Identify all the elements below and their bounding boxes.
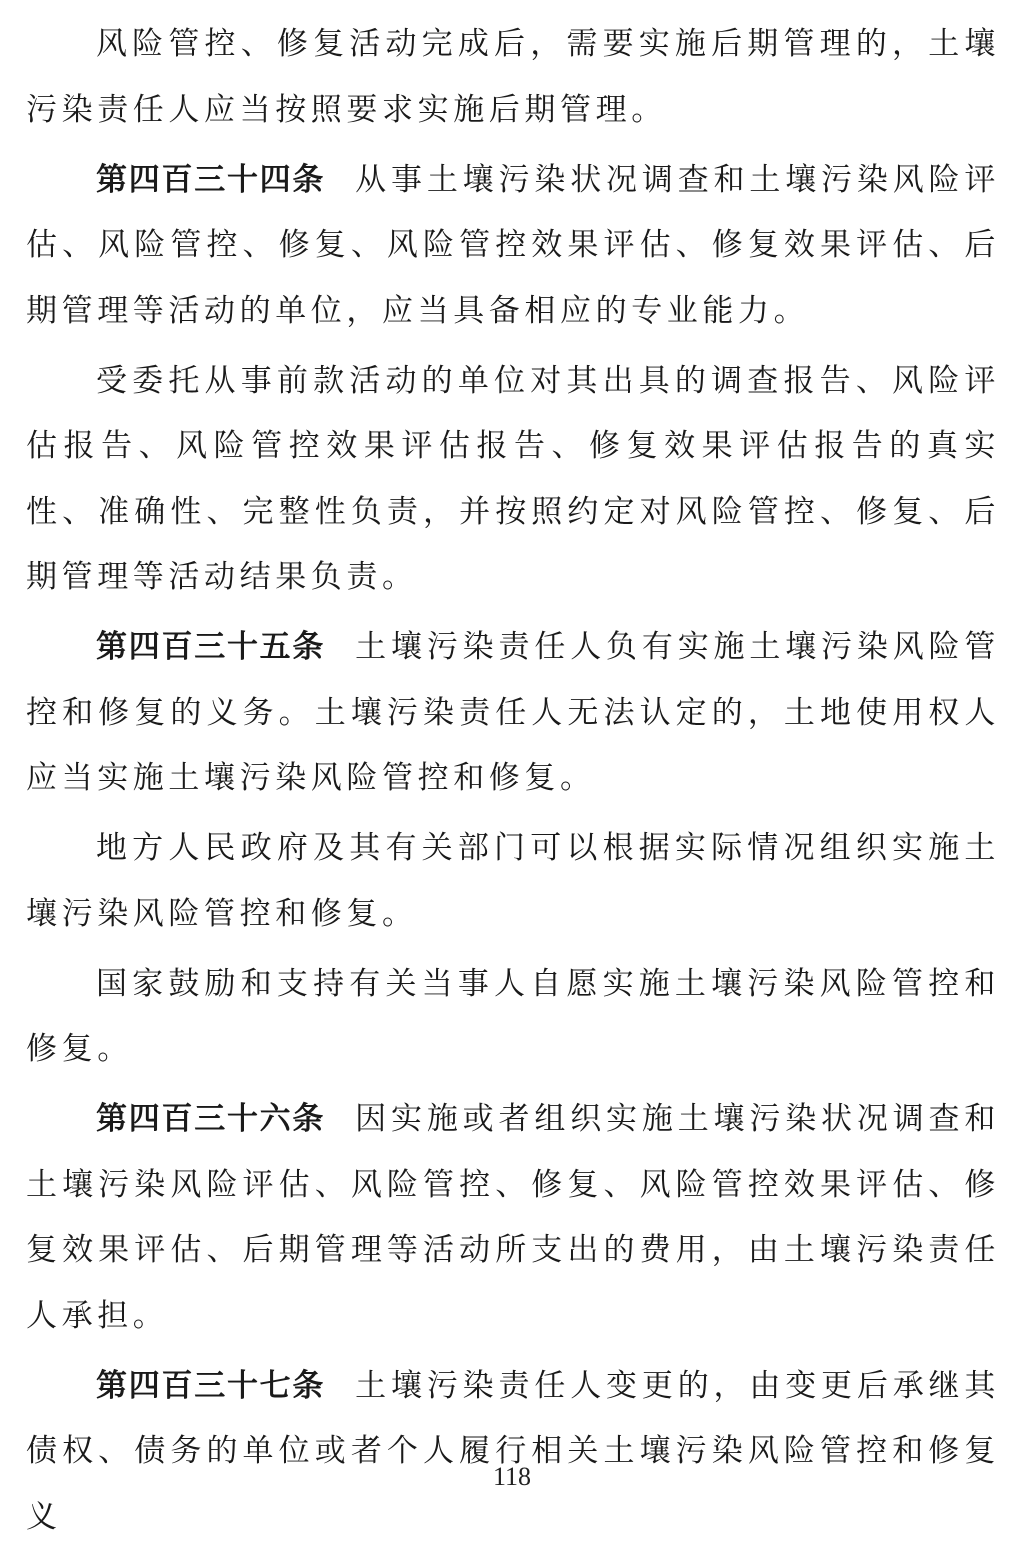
article-paragraph [26, 1354, 1000, 1551]
article-paragraph [26, 1087, 1000, 1349]
article-heading: 第四百三十五条 [96, 629, 326, 665]
paragraph [26, 349, 1000, 611]
article-heading: 第四百三十六条 [96, 1101, 326, 1137]
article-heading: 第四百三十七条 [96, 1367, 326, 1404]
paragraph [26, 952, 1000, 1083]
paragraph-text: 受委托从事前款活动的单位对其出具的调查报告、风险评估报告、风险管控效果评估报告、修复效果评估报告的真实性、准确性、完整性负责，并按照约定对风险管控、修复、后期管理等活动结果负责。 [26, 362, 1000, 595]
paragraph-text: 土壤污染责任人负有实施土壤污染风险管控和修复的义务。土壤污染责任人无法认定的，土地使用权人应当实施土壤污染风险管控和修复。 [26, 629, 1000, 796]
document-body [26, 12, 1000, 1555]
paragraph [26, 816, 1000, 947]
paragraph-text: 地方人民政府及其有关部门可以根据实际情况组织实施土壤污染风险管控和修复。 [26, 830, 1000, 932]
article-paragraph [26, 615, 1000, 812]
paragraph-text: 国家鼓励和支持有关当事人自愿实施土壤污染风险管控和修复。 [26, 965, 1000, 1067]
paragraph-text: 风险管控、修复活动完成后，需要实施后期管理的，土壤污染责任人应当按照要求实施后期管理。 [26, 26, 1000, 128]
page-number: 118 [492, 1462, 532, 1491]
article-heading: 第四百三十四条 [96, 161, 326, 198]
paragraph [26, 12, 1000, 143]
paragraph-text: 因实施或者组织实施土壤污染状况调查和土壤污染风险评估、风险管控、修复、风险管控效果评估、修复效果评估、后期管理等活动所支出的费用，由土壤污染责任人承担。 [26, 1101, 1000, 1334]
article-paragraph [26, 148, 1000, 345]
paragraph-text: 土壤污染责任人变更的，由变更后承继其债权、债务的单位或者个人履行相关土壤污染风险管控和修复义 [26, 1367, 1000, 1535]
paragraph-text: 从事土壤污染状况调查和土壤污染风险评估、风险管控、修复、风险管控效果评估、修复效果评估、后期管理等活动的单位，应当具备相应的专业能力。 [26, 161, 1000, 329]
